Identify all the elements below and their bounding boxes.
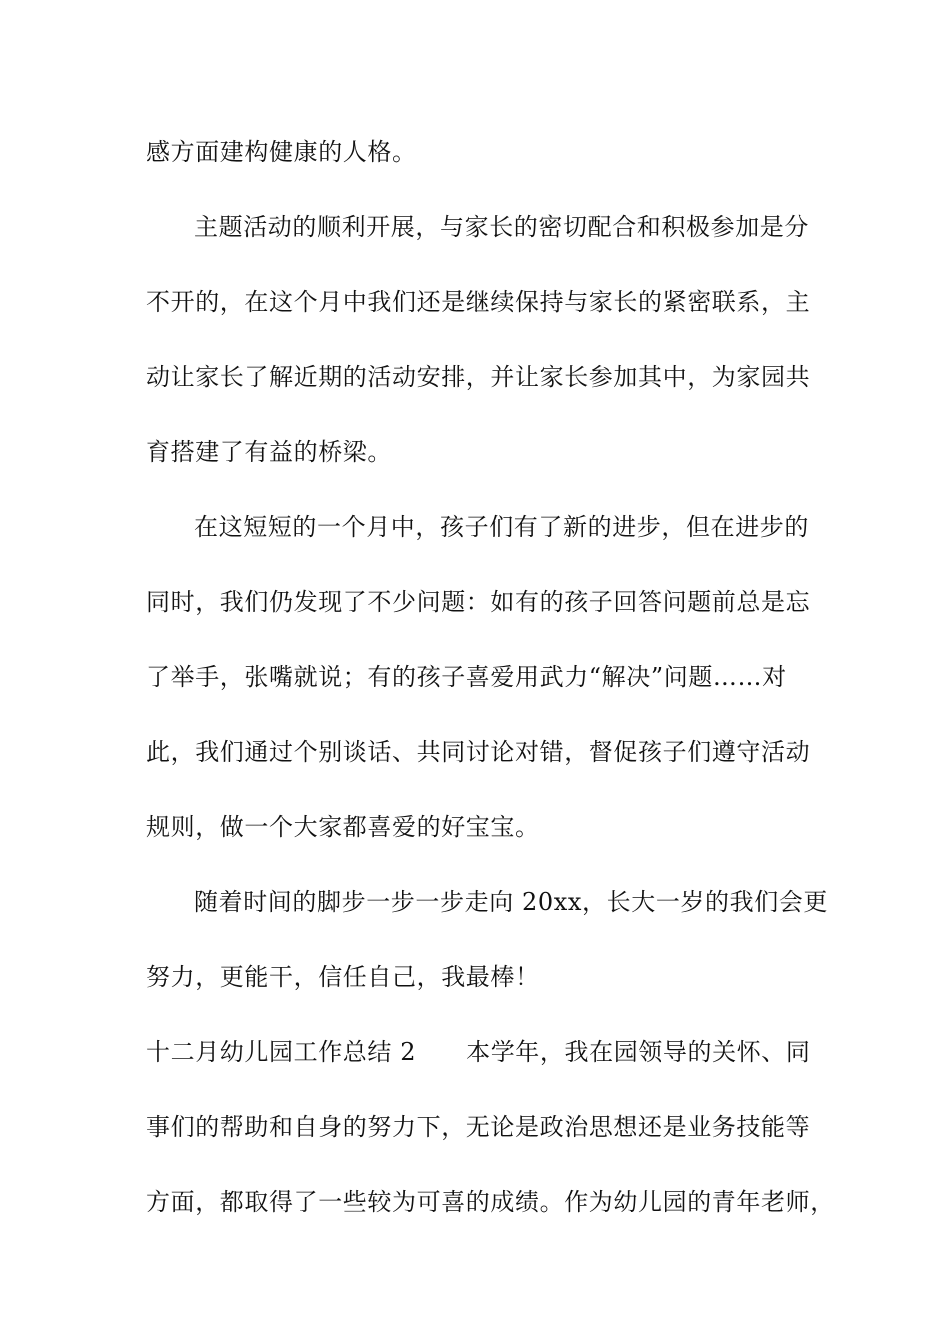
section-heading-line <box>146 1037 836 1067</box>
section-first-text: 本学年，我在园领导的关怀、同 <box>466 1038 811 1066</box>
section-heading: 十二月幼儿园工作总结 2 <box>146 1038 417 1066</box>
text-line: 育搭建了有益的桥梁。 <box>146 438 392 466</box>
paragraph-start-line: 在这短短的一个月中，孩子们有了新的进步，但在进步的 <box>194 513 809 541</box>
text-line: 动让家长了解近期的活动安排，并让家长参加其中，为家园共 <box>146 363 811 391</box>
text-line: 感方面建构健康的人格。 <box>146 138 417 166</box>
text-line: 事们的帮助和自身的努力下，无论是政治思想还是业务技能等 <box>146 1113 811 1141</box>
text-line: 方面，都取得了一些较为可喜的成绩。作为幼儿园的青年老师， <box>146 1188 835 1216</box>
text-line: 规则，做一个大家都喜爱的好宝宝。 <box>146 813 540 841</box>
paragraph-start-line: 随着时间的脚步一步一步走向 20xx，长大一岁的我们会更 <box>194 888 829 916</box>
text-line: 了举手，张嘴就说；有的孩子喜爱用武力“解决”问题……对 <box>146 663 787 691</box>
text-line: 此，我们通过个别谈话、共同讨论对错，督促孩子们遵守活动 <box>146 738 811 766</box>
text-line: 努力，更能干，信任自己，我最棒！ <box>146 963 540 991</box>
text-line: 不开的，在这个月中我们还是继续保持与家长的紧密联系，主 <box>146 288 811 316</box>
paragraph-start-line: 主题活动的顺利开展，与家长的密切配合和积极参加是分 <box>194 213 809 241</box>
text-line: 同时，我们仍发现了不少问题：如有的孩子回答问题前总是忘 <box>146 588 811 616</box>
